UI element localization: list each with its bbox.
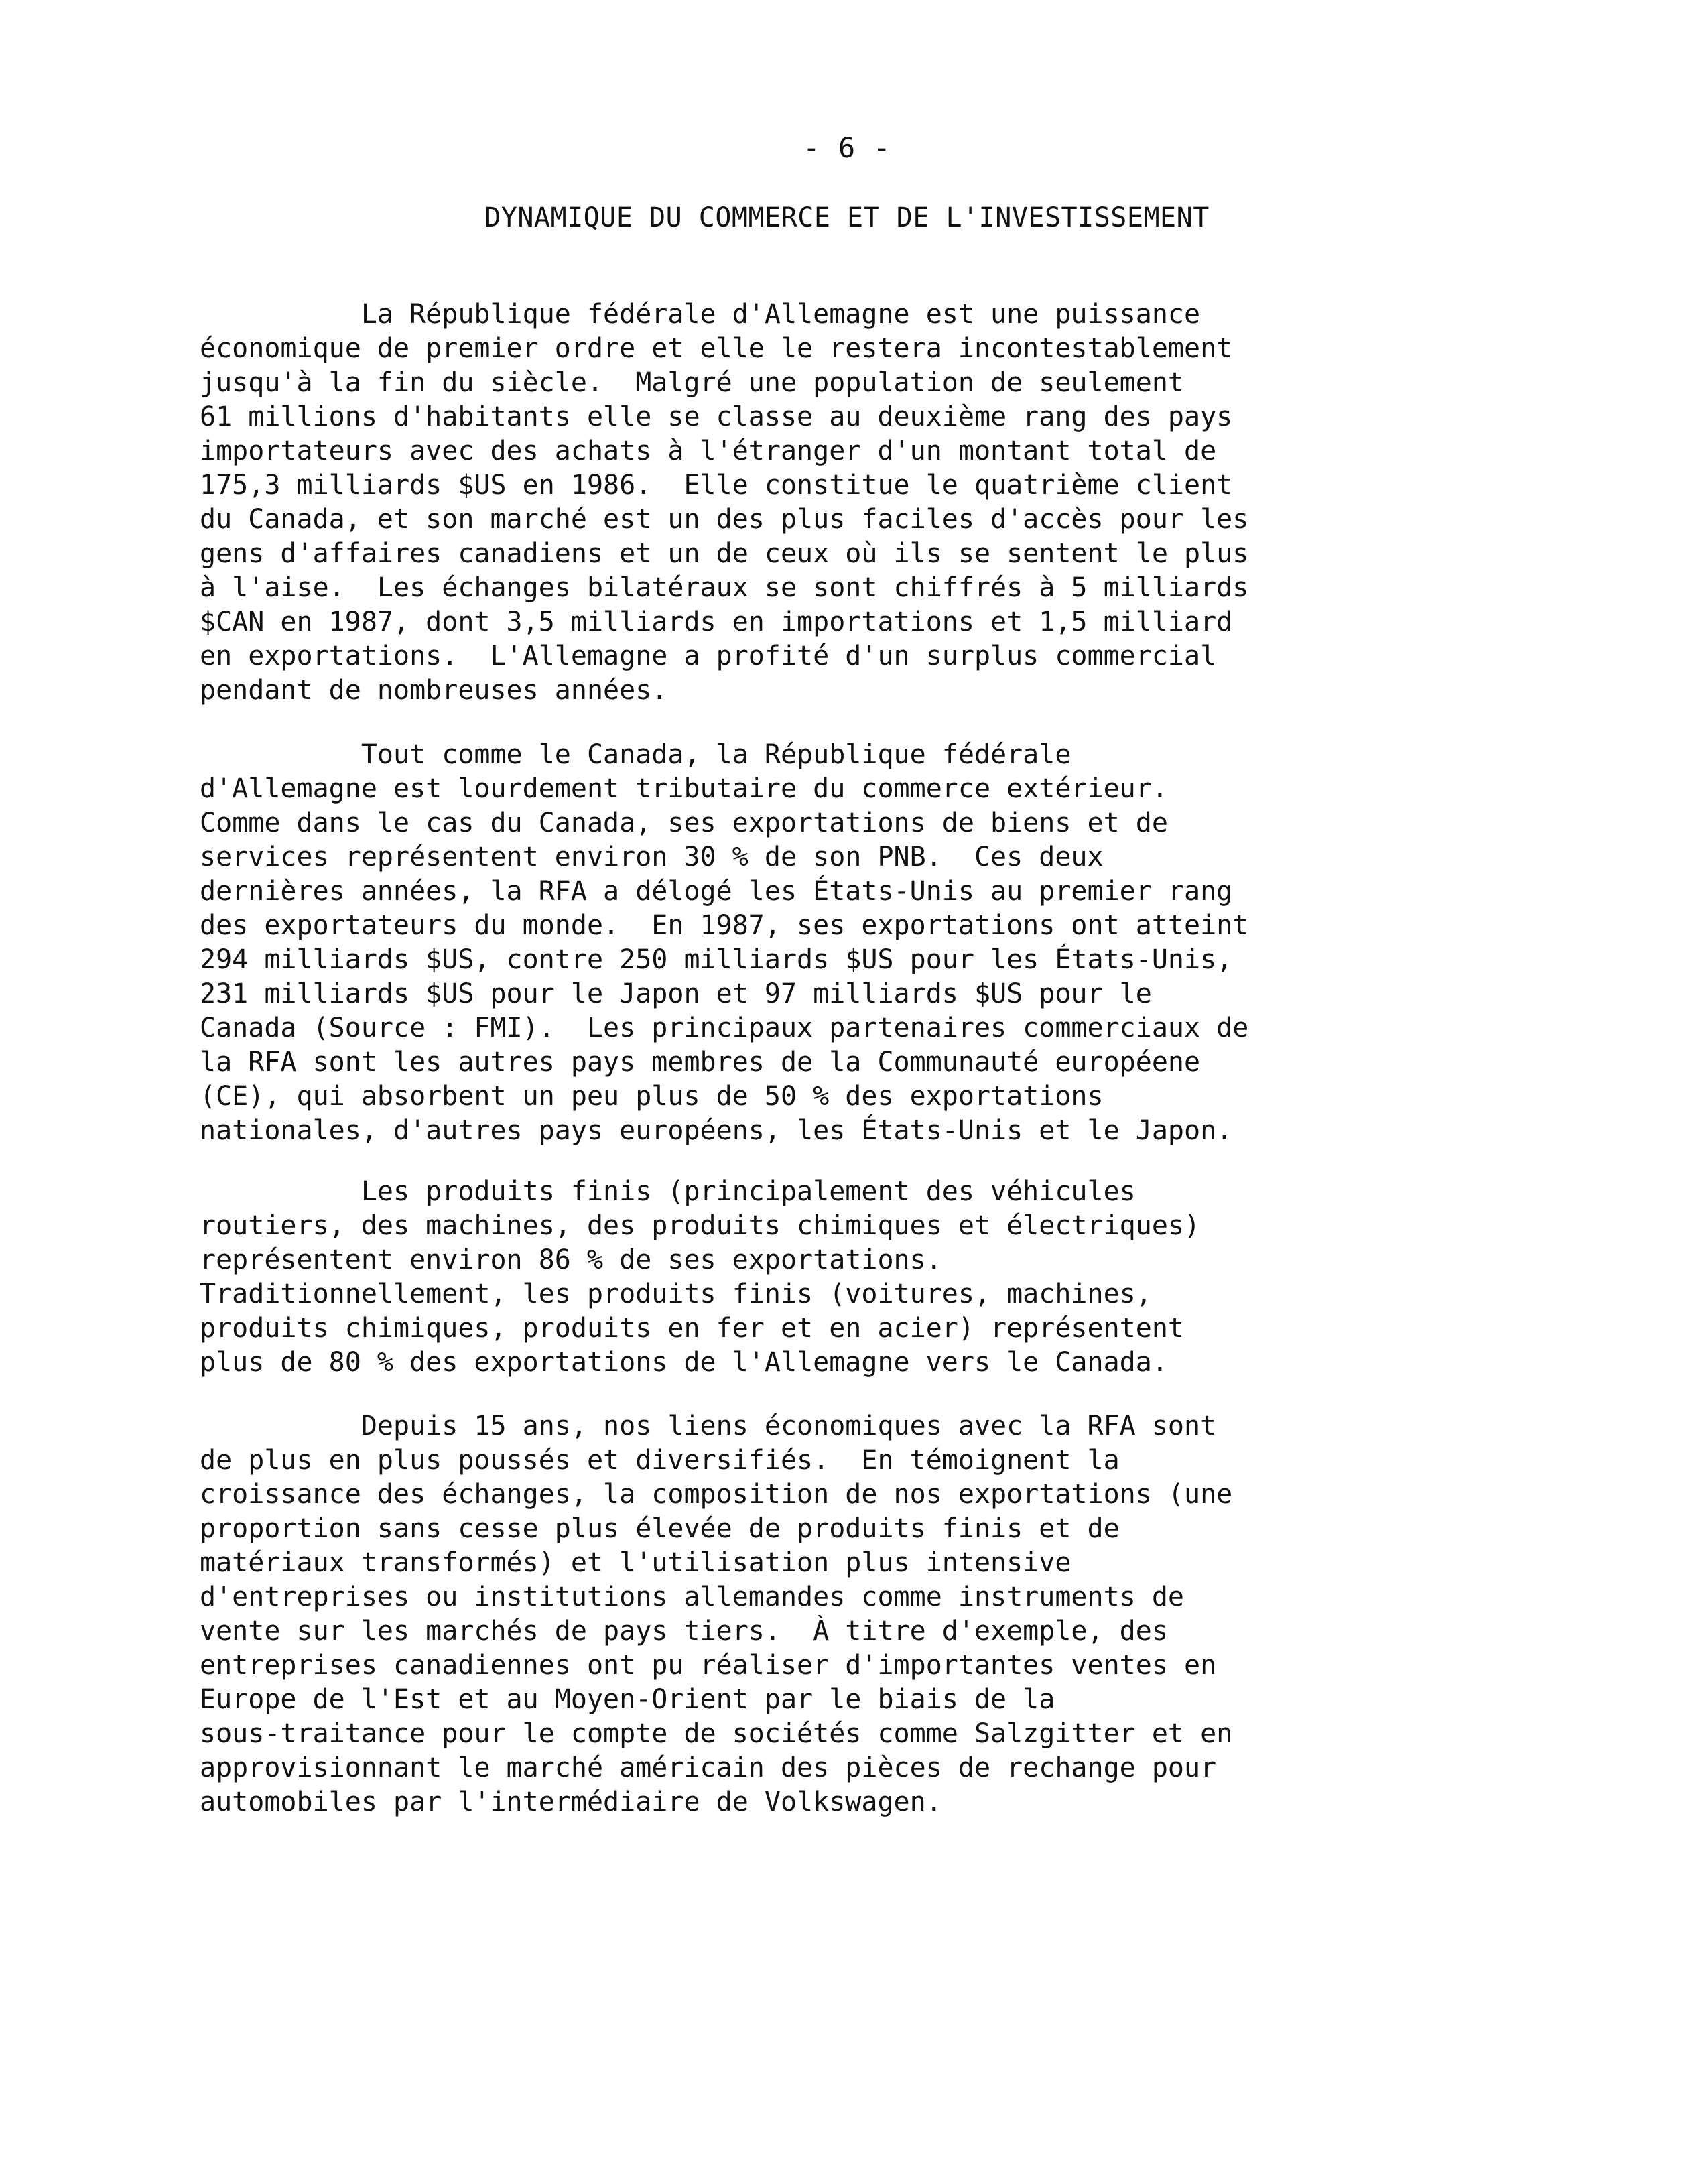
page-title: DYNAMIQUE DU COMMERCE ET DE L'INVESTISSEMENT: [484, 202, 1210, 233]
page-number: - 6 -: [803, 131, 891, 164]
paragraph-3: Les produits finis (principalement des véhicules routiers, des machines, des produits chimiques et électriques) représentent environ 86 % de ses exportations. Traditionnellement, les produits finis (voitures, machines, produits chimiques, produits en fer et en acier) représentent plus de 80 % des exportations de l'Allemagne vers le Canada.: [200, 1176, 1201, 1378]
paragraph-1: La République fédérale d'Allemagne est une puissance économique de premier ordre et elle le restera incontestablement jusqu'à la fin du siècle. Malgré une population de seulement 61 millions d'habitants elle se classe au deuxième rang des pays importateurs avec des achats à l'étranger d'un montant total de 175,3 milliards $US en 1986. Elle constitue le quatrième client du Canada, et son marché est un des plus faciles d'accès pour les gens d'affaires canadiens et un de ceux où ils se sentent le plus à l'aise. Les échanges bilatéraux se sont chiffrés à 5 milliards $CAN en 1987, dont 3,5 milliards en importations et 1,5 milliard en exportations. L'Allemagne a profité d'un surplus commercial pendant de nombreuses années.: [200, 299, 1249, 706]
paragraph-2: Tout comme le Canada, la République fédérale d'Allemagne est lourdement tributaire du commerce extérieur. Comme dans le cas du Canada, ses exportations de biens et de services représentent environ 30 % de son PNB. Ces deux dernières années, la RFA a délogé les États-Unis au premier rang des exportateurs du monde. En 1987, ses exportations ont atteint 294 milliards $US, contre 250 milliards $US pour les États-Unis, 231 milliards $US pour le Japon et 97 milliards $US pour le Canada (Source : FMI). Les principaux partenaires commerciaux de la RFA sont les autres pays membres de la Communauté européene (CE), qui absorbent un peu plus de 50 % des exportations nationales, d'autres pays européens, les États-Unis et le Japon.: [200, 739, 1249, 1146]
paragraph-4: Depuis 15 ans, nos liens économiques avec la RFA sont de plus en plus poussés et diversifiés. En témoignent la croissance des échanges, la composition de nos exportations (une proportion sans cesse plus élevée de produits finis et de matériaux transformés) et l'utilisation plus intensive d'entreprises ou institutions allemandes comme instruments de vente sur les marchés de pays tiers. À titre d'exemple, des entreprises canadiennes ont pu réaliser d'importantes ventes en Europe de l'Est et au Moyen-Orient par le biais de la sous-traitance pour le compte de sociétés comme Salzgitter et en approvisionnant le marché américain des pièces de rechange pour automobiles par l'intermédiaire de Volkswagen.: [200, 1411, 1233, 1817]
